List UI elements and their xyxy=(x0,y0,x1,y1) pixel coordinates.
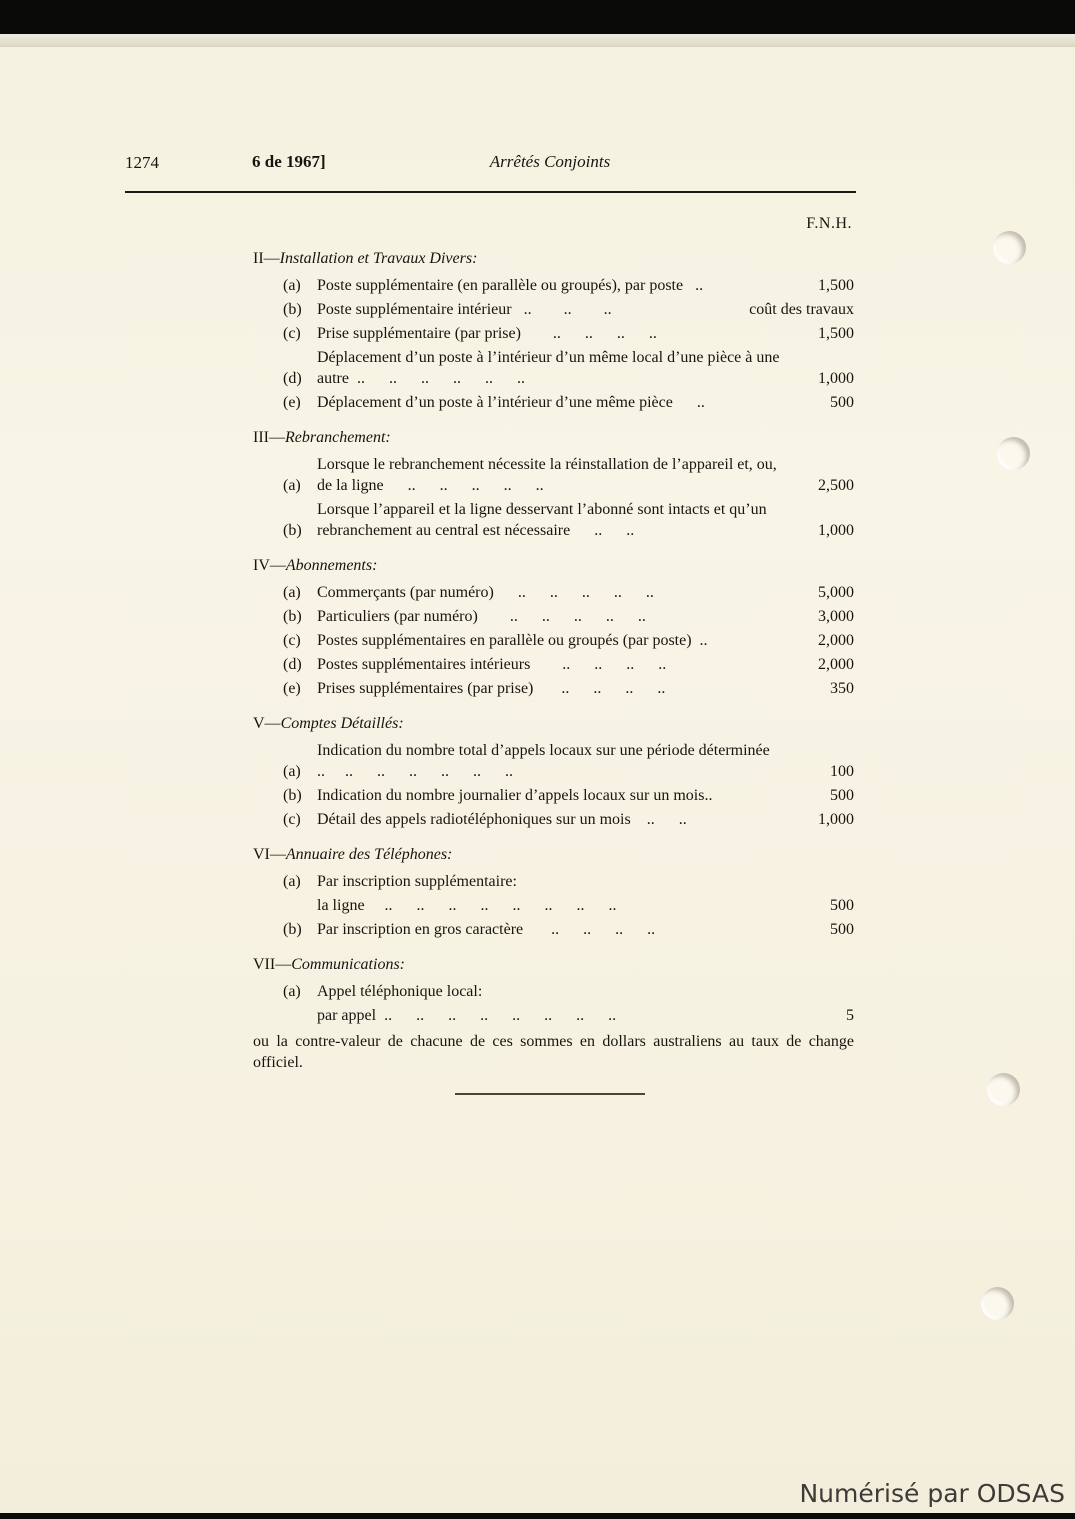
item-amount: 2,000 xyxy=(818,632,854,649)
tariff-item xyxy=(253,454,854,496)
header-rule xyxy=(125,191,856,193)
item-label: (a) xyxy=(283,873,301,890)
tariff-section xyxy=(253,713,854,830)
item-text: Lorsque le rebranchement nécessite la réinstallation de l’appareil et, ou, de la ligne .. .. .. .. .. xyxy=(317,456,781,494)
item-text: Prises supplémentaires (par prise) .. .. .. .. xyxy=(317,680,666,697)
section-numeral: III— xyxy=(253,429,285,446)
item-amount: 1,000 xyxy=(818,811,854,828)
section-numeral: IV— xyxy=(253,557,286,574)
item-label: (a) xyxy=(283,277,301,294)
item-text: Déplacement d’un poste à l’intérieur d’un même local d’une pièce à une autre .. .. .. .. .. .. xyxy=(317,349,784,387)
tariff-item xyxy=(253,981,854,1002)
digitization-watermark: Numérisé par ODSAS xyxy=(799,1479,1065,1508)
section-numeral: VII— xyxy=(253,956,292,973)
footer-note: ou la contre-valeur de chacune de ces sommes en dollars australiens au taux de change officiel. xyxy=(253,1033,854,1071)
item-label: (a) xyxy=(283,477,301,494)
section-title: Installation et Travaux Divers: xyxy=(279,250,478,267)
currency-column-header: F.N.H. xyxy=(806,215,852,232)
item-text: Indication du nombre total d’appels locaux sur une période déterminée .. .. .. .. .. .. .. xyxy=(317,742,802,780)
section-numeral: VI— xyxy=(253,846,286,863)
page-number: 1274 xyxy=(125,153,159,172)
tariff-item xyxy=(253,606,854,627)
tariff-item xyxy=(253,740,854,782)
item-amount: 2,500 xyxy=(818,477,854,494)
tariff-item xyxy=(253,299,854,320)
item-amount: 500 xyxy=(830,787,854,804)
item-label: (c) xyxy=(283,632,301,649)
item-amount: coût des travaux xyxy=(749,301,854,318)
tariff-section xyxy=(253,555,854,699)
item-label: (e) xyxy=(283,680,301,697)
item-text: Par inscription en gros caractère .. .. .. .. xyxy=(317,921,656,938)
punch-hole xyxy=(981,1287,1014,1320)
item-amount: 1,500 xyxy=(818,325,854,342)
tariff-item xyxy=(253,785,854,806)
tariff-item xyxy=(253,919,854,940)
scan-bottom-edge xyxy=(0,1513,1075,1519)
tariff-section xyxy=(253,954,854,1026)
tariff-item xyxy=(253,347,854,389)
item-amount: 500 xyxy=(830,921,854,938)
item-text: Lorsque l’appareil et la ligne desservant l’abonné sont intacts et qu’un rebranchement au central est nécessaire .. .. xyxy=(317,501,771,539)
item-text: Déplacement d’un poste à l’intérieur d’une même pièce .. xyxy=(317,394,705,411)
tariff-item xyxy=(253,895,854,916)
end-of-text-rule xyxy=(455,1093,645,1095)
item-amount: 1,000 xyxy=(818,370,854,387)
item-amount: 500 xyxy=(830,897,854,914)
punch-hole xyxy=(997,437,1030,470)
section-title: Communications: xyxy=(291,956,405,973)
item-text: Postes supplémentaires intérieurs .. .. .. .. xyxy=(317,656,667,673)
section-heading xyxy=(253,954,854,975)
tariff-section xyxy=(253,427,854,541)
scan-top-edge xyxy=(0,0,1075,34)
item-label: (b) xyxy=(283,787,302,804)
journal-title: Arrêtés Conjoints xyxy=(489,152,611,171)
tariff-section xyxy=(253,248,854,413)
item-label: (d) xyxy=(283,656,302,673)
page-content xyxy=(253,213,854,1073)
section-numeral: II— xyxy=(253,250,280,267)
item-label: (b) xyxy=(283,608,302,625)
item-text: Poste supplémentaire intérieur .. .. .. xyxy=(317,301,612,318)
section-title: Annuaire des Téléphones: xyxy=(285,846,453,863)
item-label: (a) xyxy=(283,983,301,1000)
tariff-sections xyxy=(253,248,854,1026)
item-label: (b) xyxy=(283,301,302,318)
section-title: Comptes Détaillés: xyxy=(280,715,404,732)
item-amount: 350 xyxy=(830,680,854,697)
item-amount: 2,000 xyxy=(818,656,854,673)
item-text: Par inscription supplémentaire: xyxy=(317,873,517,890)
item-text: Postes supplémentaires en parallèle ou groupés (par poste) .. xyxy=(317,632,708,649)
item-label: (a) xyxy=(283,584,301,601)
tariff-item xyxy=(253,323,854,344)
item-text: Indication du nombre journalier d’appels locaux sur un mois.. xyxy=(317,787,713,804)
section-heading xyxy=(253,555,854,576)
item-text: la ligne .. .. .. .. .. .. .. .. xyxy=(317,897,617,914)
section-title: Rebranchement: xyxy=(284,429,391,446)
tariff-item xyxy=(253,871,854,892)
item-amount: 5 xyxy=(846,1007,854,1024)
item-amount: 1,000 xyxy=(818,522,854,539)
tariff-item xyxy=(253,582,854,603)
item-amount: 5,000 xyxy=(818,584,854,601)
item-text: Particuliers (par numéro) .. .. .. .. .. xyxy=(317,608,646,625)
item-text: Prise supplémentaire (par prise) .. .. .. .. xyxy=(317,325,657,342)
tariff-item xyxy=(253,392,854,413)
item-amount: 500 xyxy=(830,394,854,411)
punch-hole xyxy=(987,1073,1020,1106)
section-numeral: V— xyxy=(253,715,281,732)
punch-hole xyxy=(993,231,1026,264)
item-text: Détail des appels radiotéléphoniques sur un mois .. .. xyxy=(317,811,687,828)
item-label: (e) xyxy=(283,394,301,411)
tariff-item xyxy=(253,275,854,296)
item-label: (c) xyxy=(283,811,301,828)
section-heading xyxy=(253,844,854,865)
section-heading xyxy=(253,248,854,269)
item-text: par appel .. .. .. .. .. .. .. .. xyxy=(317,1007,617,1024)
item-amount: 100 xyxy=(830,763,854,780)
tariff-item xyxy=(253,1005,854,1026)
item-label: (b) xyxy=(283,522,302,539)
item-amount: 1,500 xyxy=(818,277,854,294)
item-text: Commerçants (par numéro) .. .. .. .. .. xyxy=(317,584,654,601)
tariff-item xyxy=(253,678,854,699)
tariff-section xyxy=(253,844,854,940)
section-title: Abonnements: xyxy=(285,557,378,574)
item-amount: 3,000 xyxy=(818,608,854,625)
item-text: Appel téléphonique local: xyxy=(317,983,483,1000)
tariff-item xyxy=(253,499,854,541)
section-heading xyxy=(253,427,854,448)
item-text: Poste supplémentaire (en parallèle ou groupés), par poste .. xyxy=(317,277,704,294)
item-label: (b) xyxy=(283,921,302,938)
section-heading xyxy=(253,713,854,734)
tariff-item xyxy=(253,630,854,651)
issue-reference: 6 de 1967] xyxy=(252,152,326,171)
tariff-item xyxy=(253,654,854,675)
scan-torn-paper-edge xyxy=(0,34,1075,47)
item-label: (a) xyxy=(283,763,301,780)
item-label: (c) xyxy=(283,325,301,342)
item-label: (d) xyxy=(283,370,302,387)
tariff-item xyxy=(253,809,854,830)
